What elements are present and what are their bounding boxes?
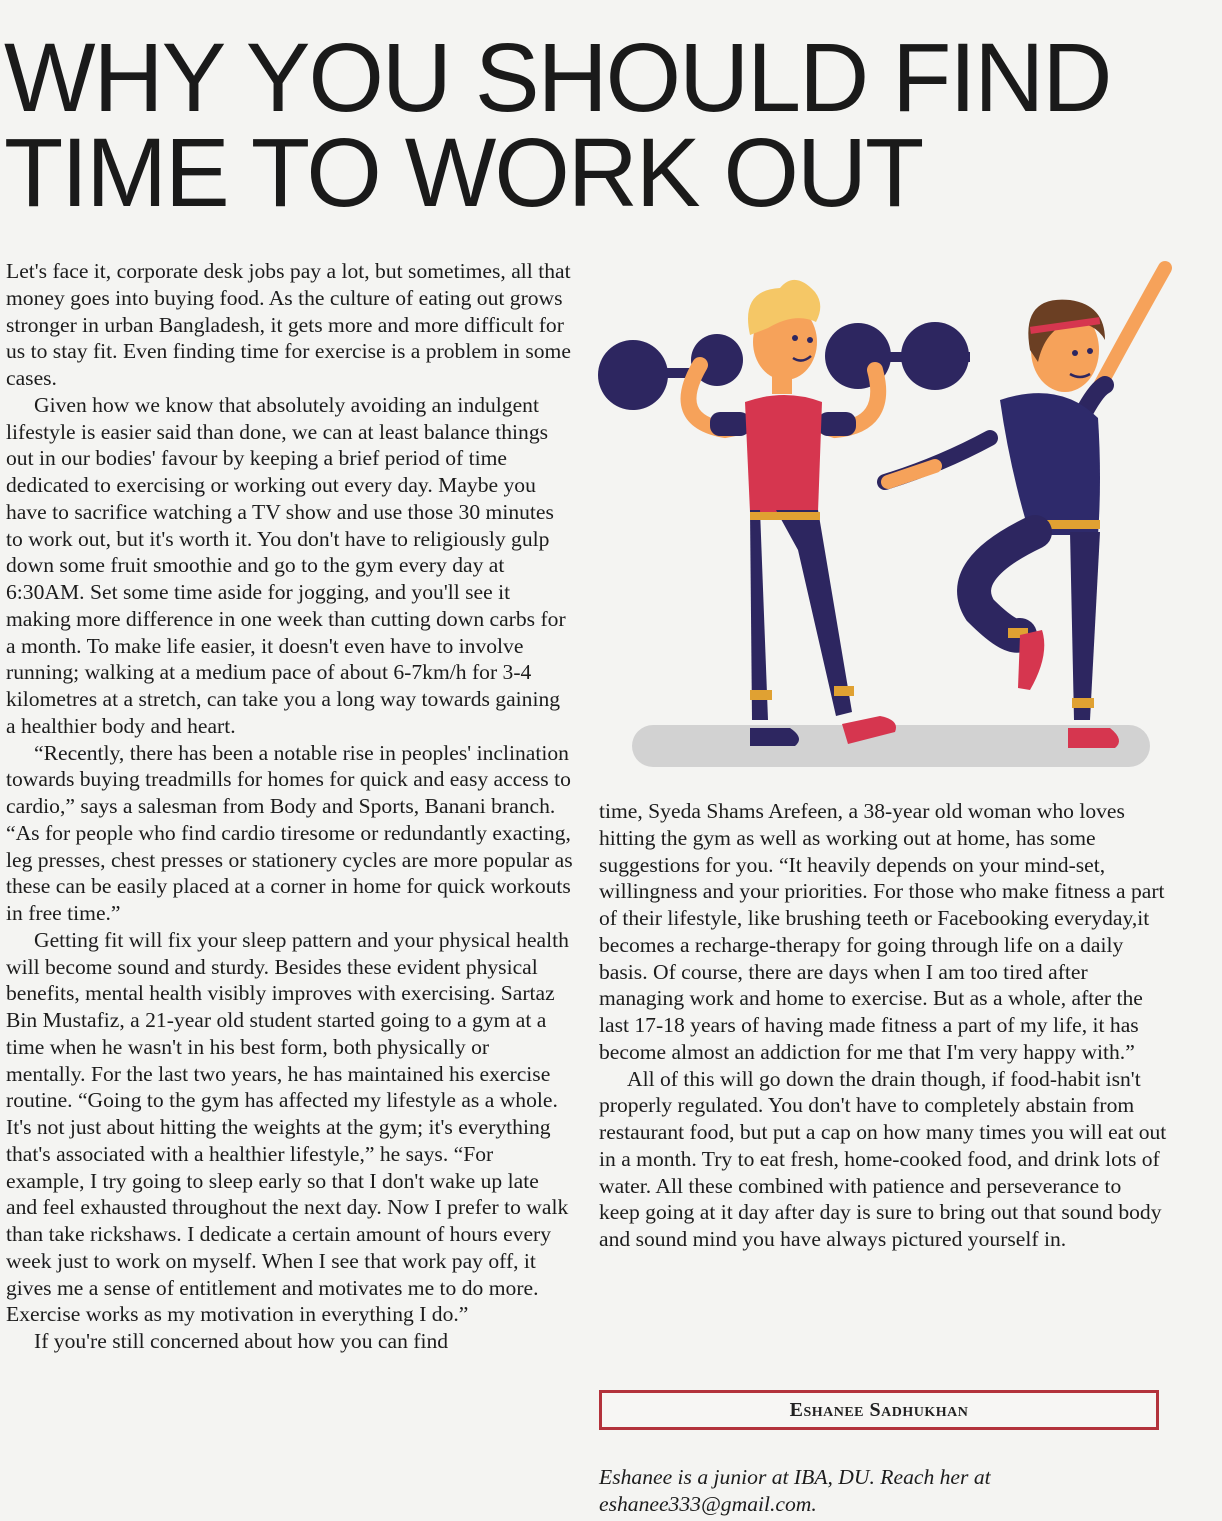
paragraph-balance: Given how we know that absolutely avoiding an indulgent lifestyle is easier said than done, we can at least balance things out in our bodies' favour by keeping a brief period of time dedicated to exercising or working out every day. Maybe you have to sacrifice watching a TV show and use those 30 minutes to work out, but it's worth it. You don't have to religiously gulp down some fruit smoothie and go to the gym every day at 6:30AM. Set some time aside for jogging, and you'll see it making more difference in one week than cutting down carbs for a month. To make life easier, it doesn't even have to involve running; walking at a medium pace of about 6-7km/h for 3-4 kilometres at a stretch, can take you a long way towards gaining a healthier body and heart. [6,392,566,738]
man-figure [598,280,970,746]
author-name: Eshanee Sadhukhan [789,1398,969,1421]
author-byline [599,1390,1159,1430]
paragraph-conclusion: All of this will go down the drain though, if food-habit isn't properly regulated. You don't have to completely abstain from restaurant food, but put a cap on how many times you will eat out in a month. Try to eat fresh, home-cooked food, and drink lots of water. All these combined with patience and perseverance to keep going at it day after day is sure to bring out that sound body and sound mind you have always pictured yourself in. [599,1066,1167,1251]
paragraph-arefeen-quote: time, Syeda Shams Arefeen, a 38-year old woman who loves hitting the gym as well as working out at home, has some suggestions for you. “It heavily depends on your mind-set, willingness and your priorities. For those who make fitness a part of their lifestyle, like brushing teeth or Facebooking everyday,it becomes a recharge-therapy for going through life on a daily basis. Of course, there are days when I am too tired after managing work and home to exercise. But as a whole, after the last 17-18 years of having made fitness a part of my life, it has become almost an addiction for me that I'm very happy with.” [599,799,1165,1064]
left-column [6,258,573,1520]
author-bio [599,1464,1159,1518]
paragraph-transition: If you're still concerned about how you can find [34,1329,449,1353]
article-headline [4,23,1214,227]
paragraph-salesman-quote: “Recently, there has been a notable rise in peoples' inclination towards buying treadmills for homes for quick and easy access to cardio,” says a salesman from Body and Sports, Banani branch. “As for people who find cardio tiresome or redundantly exacting, leg presses, chest presses or stationery cycles are more popular as these can be easily placed at a corner in home for quick workouts in free time.” [6,740,573,925]
author-bio-line-1: Eshanee is a junior at IBA, DU. Reach her at [599,1465,991,1489]
dumbbell-left-icon [598,334,743,410]
headline-line-1: WHY YOU SHOULD FIND [4,23,1111,132]
paragraph-intro: Let's face it, corporate desk jobs pay a lot, but sometimes, all that money goes into buying food. As the culture of eating out grows stronger in urban Bangladesh, it gets more and more difficult for us to stay fit. Even finding time for exercise is a problem in some cases. [6,259,571,390]
author-email: eshanee333@gmail.com. [599,1491,817,1516]
dumbbell-right-icon [825,322,970,390]
workout-illustration [590,250,1180,780]
headline-line-2: TIME TO WORK OUT [4,118,923,227]
right-column [599,798,1167,1358]
paragraph-student-story: Getting fit will fix your sleep pattern and your physical health will become sound and sturdy. Besides these evident physical benefits, mental health visibly improves with exercising. Sartaz Bin Mustafiz, a 21-year old student started going to a gym at a time when he wasn't in his best form, both physically or mentally. For the last two years, he has maintained his exercise routine. “Going to the gym has affected my lifestyle as a whole. It's not just about hitting the weights at the gym; it's everything that's associated with a healthier lifestyle,” he says. “For example, I try going to sleep early so that I don't wake up late and feel exhausted throughout the next day. Now I prefer to walk than take rickshaws. I dedicate a certain amount of hours every week just to work on myself. When I see that work pay off, it gives me a sense of entitlement and motivates me to do more. Exercise works as my motivation in everything I do.” [6,927,569,1327]
